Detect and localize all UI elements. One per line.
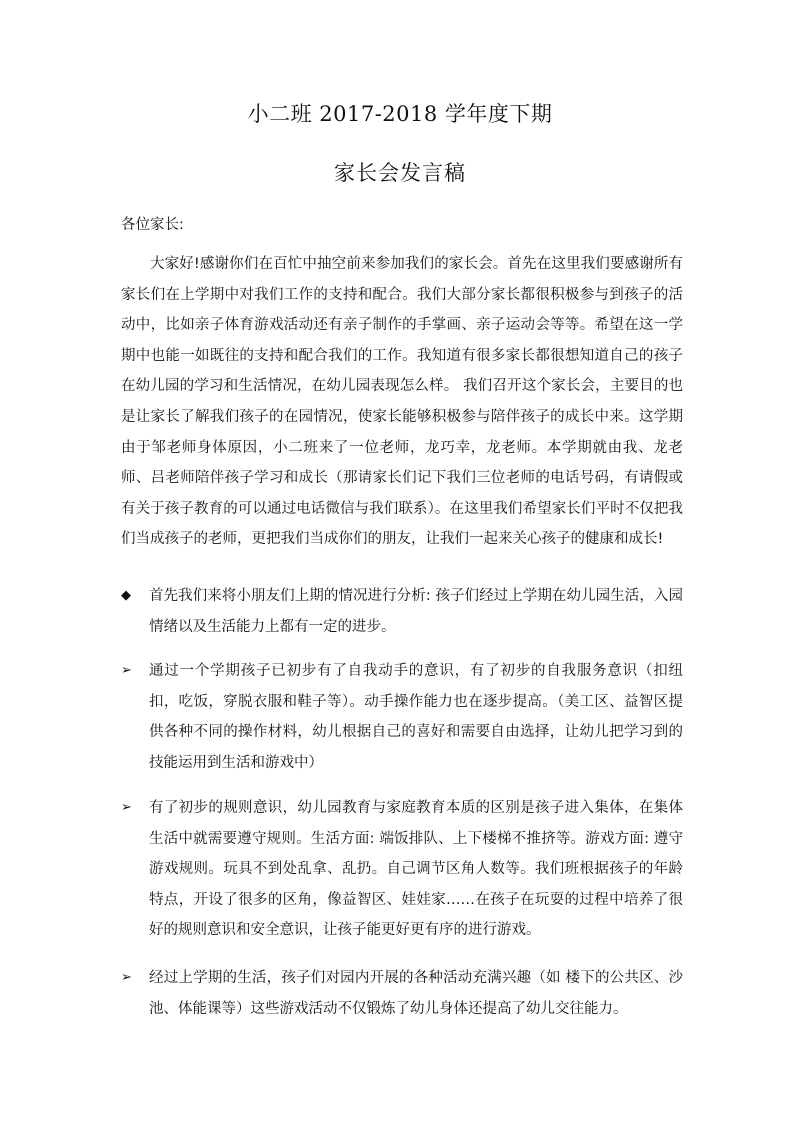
list-item-text: 经过上学期的生活，孩子们对园内开展的各种活动充满兴趣（如 楼下的公共区、沙池、体能课等）这些游戏活动不仅锻炼了幼儿身体还提高了幼儿交往能力。: [149, 970, 683, 1017]
diamond-bullet-icon: ◆: [121, 588, 131, 603]
list-item-text: 有了初步的规则意识，幼儿园教育与家庭教育本质的区别是孩子进入集体，在集体生活中就需要遵守规则。生活方面: 端饭排队、上下楼梯不推挤等。游戏方面: 遵守游戏规则。玩具不到处乱拿、乱扔。自己调节区角人数等。我们班根据孩子的年龄特点，开设了很多的区角，像益智区、娃娃家……在孩子在玩耍的过程中培养了很好的规则意识和安全意识，让孩子能更好更有序的进行游戏。: [149, 800, 683, 939]
arrow-bullet-icon: ➢: [121, 663, 132, 678]
list-item: [121, 656, 683, 778]
arrow-bullet-icon: ➢: [121, 970, 132, 985]
list-item: [121, 963, 683, 1024]
list-item-text: 通过一个学期孩子已初步有了自我动手的意识，有了初步的自我服务意识（扣纽扣，吃饭，穿脱衣服和鞋子等）。动手操作能力也在逐步提高。（美工区、益智区提供各种不同的操作材料，幼儿根据自己的喜好和需要自由选择，让幼儿把学习到的技能运用到生活和游戏中）: [149, 663, 683, 771]
intro-paragraph: 大家好!感谢你们在百忙中抽空前来参加我们的家长会。首先在这里我们要感谢所有家长们在上学期中对我们工作的支持和配合。我们大部分家长都很积极参与到孩子的活动中，比如亲子体育游戏活动还有亲子制作的手掌画、亲子运动会等等。希望在这一学期中也能一如既往的支持和配合我们的工作。我知道有很多家长都很想知道自己的孩子在幼儿园的学习和生活情况，在幼儿园表现怎么样。 我们召开这个家长会，主要目的也是让家长了解我们孩子的在园情况，使家长能够积极参与陪伴孩子的成长中来。这学期由于邹老师身体原因，小二班来了一位老师，龙巧幸，龙老师。本学期就由我、龙老师、吕老师陪伴孩子学习和成长（那请家长们记下我们三位老师的电话号码，有请假或有关于孩子教育的可以通过电话微信与我们联系）。在这里我们希望家长们平时不仅把我们当成孩子的老师，更把我们当成你们的朋友，让我们一起来关心孩子的健康和成长!: [121, 256, 683, 548]
arrow-bullet-icon: ➢: [121, 800, 132, 815]
greeting: 各位家长:: [121, 217, 184, 233]
list-item-text: 首先我们来将小朋友们上期的情况进行分析: 孩子们经过上学期在幼儿园生活，入园情绪以及生活能力上都有一定的进步。: [149, 588, 683, 635]
list-item: [121, 581, 683, 642]
list-item: [121, 793, 683, 946]
document-title: 小二班 2017-2018 学年度下期: [247, 102, 553, 126]
document-subtitle: 家长会发言稿: [334, 161, 466, 185]
